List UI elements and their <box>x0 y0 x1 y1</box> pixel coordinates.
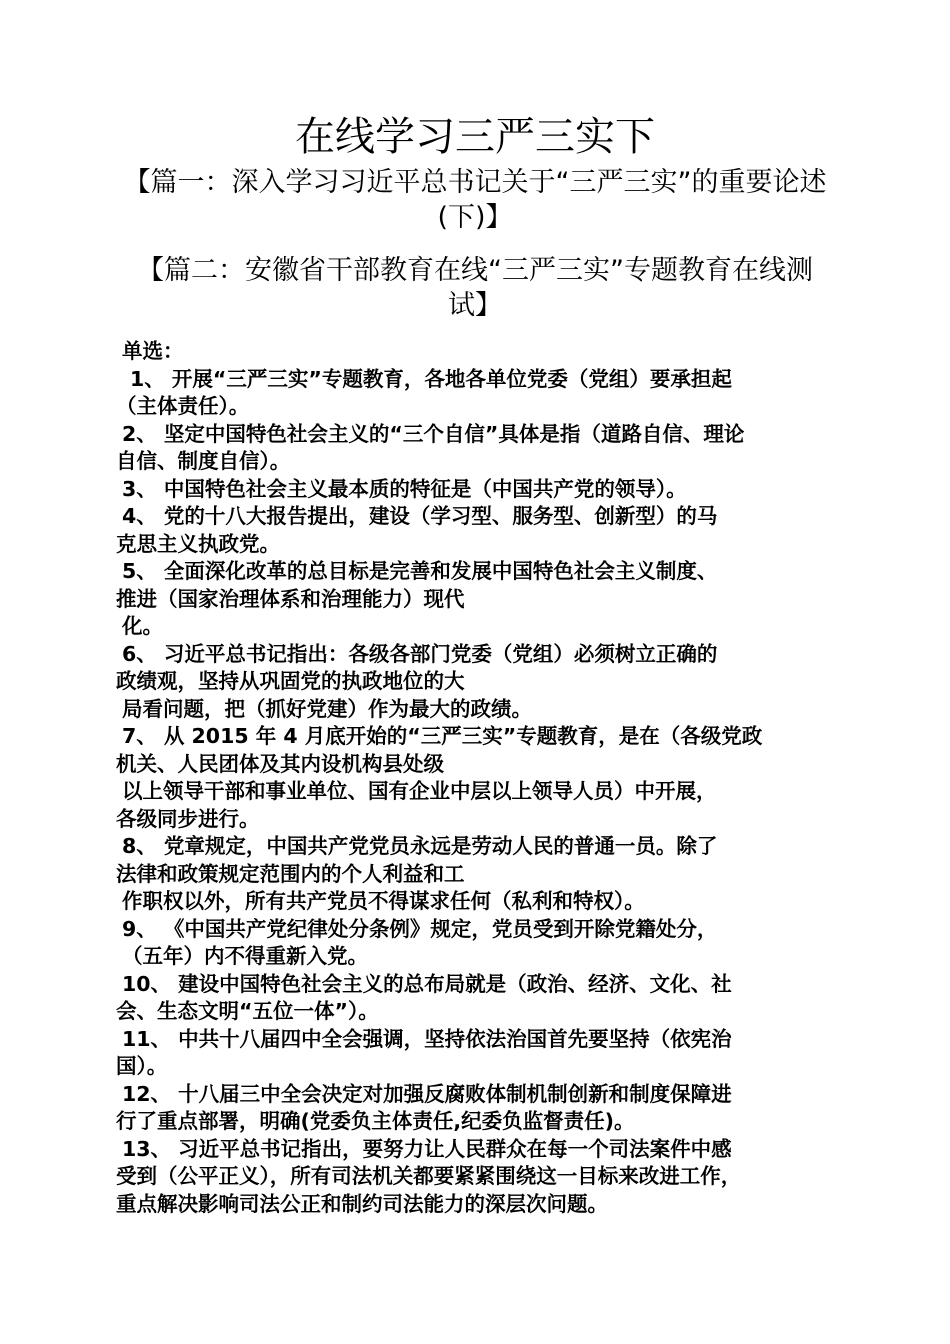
question-line: 以上领导干部和事业单位、国有企业中层以上领导人员）中开展， <box>122 779 717 803</box>
question-line: 机关、人民团体及其内设机构县处级 <box>116 751 444 776</box>
question-line: 11、 中共十八届四中全会强调，坚持依法治国首先要坚持（依宪治 <box>122 1026 732 1051</box>
question-line: 9、 《中国共产党纪律处分条例》规定，党员受到开除党籍处分， <box>122 916 718 941</box>
question-line: 化。 <box>122 614 163 638</box>
question-line: 13、 习近平总书记指出，要努力让人民群众在每一个司法案件中感 <box>122 1136 732 1161</box>
question-line: 法律和政策规定范围内的个人利益和工 <box>116 861 465 886</box>
question-line: 行了重点部署，明确(党委负主体责任,纪委负监督责任)。 <box>116 1109 635 1133</box>
question-line: 6、 习近平总书记指出：各级各部门党委（党组）必须树立正确的 <box>122 641 718 666</box>
subheading-part-one: 【篇一：深入学习习近平总书记关于“三严三实”的重要论述(下)】 <box>123 167 827 233</box>
question-line: 政绩观，坚持从巩固党的执政地位的大 <box>116 669 465 693</box>
question-line: 自信、制度自信）。 <box>116 449 291 473</box>
question-line: 10、 建设中国特色社会主义的总布局就是（政治、经济、文化、社 <box>122 971 732 996</box>
document-title: 在线学习三严三实下 <box>295 114 655 160</box>
subheading-part-two: 【篇二：安徽省干部教育在线“三严三实”专题教育在线测试】 <box>137 255 813 321</box>
question-line: 局看问题，把（抓好党建）作为最大的政绩。 <box>122 696 532 721</box>
question-line: （五年）内不得重新入党。 <box>122 944 368 968</box>
section-label: 单选： <box>122 339 184 363</box>
question-line: 会、生态文明“五位一体”）。 <box>116 999 379 1023</box>
question-line: 5、 全面深化改革的总目标是完善和发展中国特色社会主义制度、 <box>122 559 718 583</box>
question-line: 国）。 <box>116 1054 168 1078</box>
question-line: 12、 十八届三中全会决定对加强反腐败体制机制创新和制度保障进 <box>122 1081 732 1106</box>
question-line: 2、 坚定中国特色社会主义的“三个自信”具体是指（道路自信、理论 <box>122 421 745 446</box>
question-line: 4、 党的十八大报告提出，建设（学习型、服务型、创新型）的马 <box>122 504 718 528</box>
question-line: 重点解决影响司法公正和制约司法能力的深层次问题。 <box>116 1191 608 1216</box>
question-line: 7、 从 2015 年 4 月底开始的“三严三实”专题教育，是在（各级党政 <box>122 724 763 748</box>
question-line: 克思主义执政党。 <box>116 531 280 556</box>
question-line: 8、 党章规定，中国共产党党员永远是劳动人民的普通一员。除了 <box>122 834 718 858</box>
question-line: 3、 中国特色社会主义最本质的特征是（中国共产党的领导）。 <box>122 476 687 501</box>
question-line: （主体责任）。 <box>116 394 250 418</box>
question-line: 受到（公平正义），所有司法机关都要紧紧围绕这一目标来改进工作， <box>116 1164 742 1188</box>
question-list <box>116 338 846 1218</box>
question-line: 1、 开展“三严三实”专题教育，各地各单位党委（党组）要承担起 <box>130 366 732 391</box>
question-line: 作职权以外，所有共产党员不得谋求任何（私利和特权）。 <box>122 889 645 913</box>
question-line: 推进（国家治理体系和治理能力）现代 <box>116 586 465 611</box>
question-line: 各级同步进行。 <box>116 806 260 831</box>
